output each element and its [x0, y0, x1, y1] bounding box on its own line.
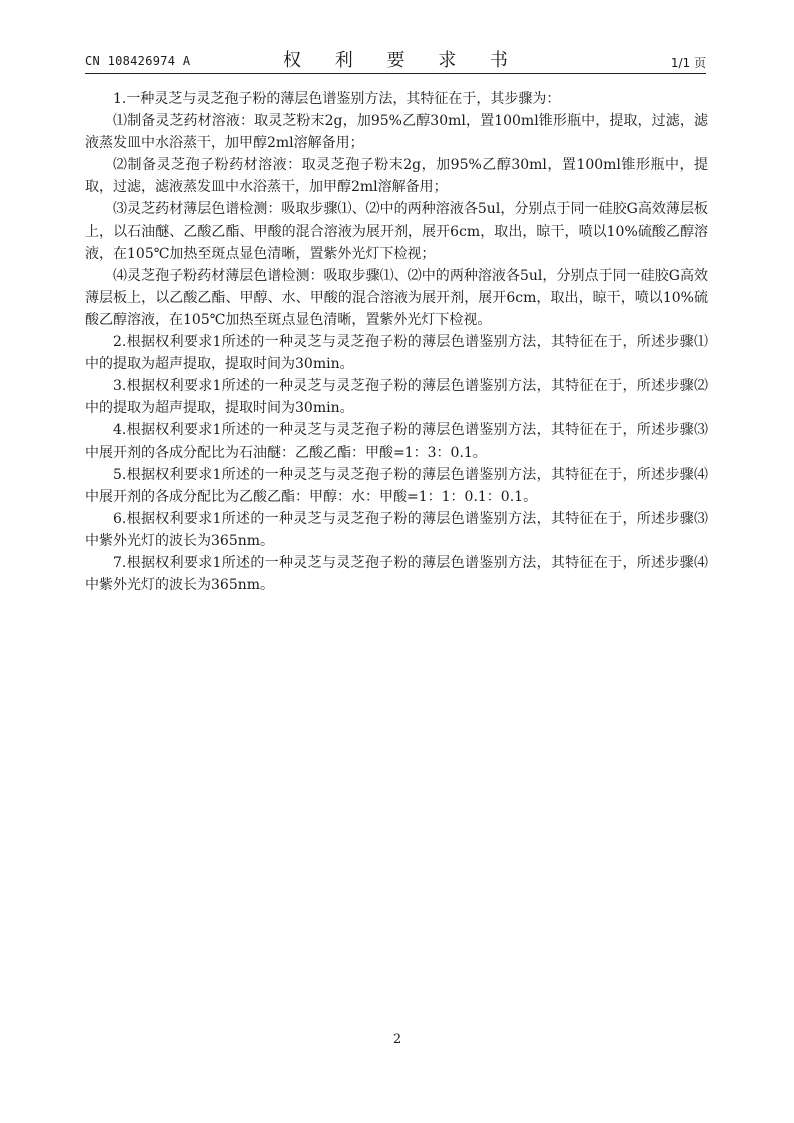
claim-2: 2.根据权利要求1所述的一种灵芝与灵芝孢子粉的薄层色谱鉴别方法，其特征在于，所述步骤⑴中的提取为超声提取，提取时间为30min。: [85, 334, 708, 373]
header-divider: [85, 73, 706, 74]
claim-6: 6.根据权利要求1所述的一种灵芝与灵芝孢子粉的薄层色谱鉴别方法，其特征在于，所述步骤⑶中紫外光灯的波长为365nm。: [85, 510, 708, 549]
claim-4: 4.根据权利要求1所述的一种灵芝与灵芝孢子粉的薄层色谱鉴别方法，其特征在于，所述步骤⑶中展开剂的各成分配比为石油醚：乙酸乙酯：甲酸=1：3：0.1。: [85, 422, 708, 461]
page-header: [85, 46, 706, 72]
document-title: 权 利 要 求 书: [283, 50, 522, 71]
claim-3: 3.根据权利要求1所述的一种灵芝与灵芝孢子粉的薄层色谱鉴别方法，其特征在于，所述步骤⑵中的提取为超声提取，提取时间为30min。: [85, 378, 708, 417]
claim-1-step-3: ⑶灵芝药材薄层色谱检测：吸取步骤⑴、⑵中的两种溶液各5ul，分别点于同一硅胶G高效薄层板上，以石油醚、乙酸乙酯、甲酸的混合溶液为展开剂，展开6cm，取出，晾干，喷以10%硫酸乙醇溶液，在105℃加热至斑点显色清晰，置紫外光灯下检视；: [85, 201, 708, 262]
claim-1-preamble: 1.一种灵芝与灵芝孢子粉的薄层色谱鉴别方法，其特征在于，其步骤为：: [113, 91, 561, 107]
page-info: 1/1 页: [670, 56, 706, 70]
page-number: 2: [392, 1032, 402, 1047]
claims-body: [85, 88, 708, 596]
claim-1-step-1: ⑴制备灵芝药材溶液：取灵芝粉末2g，加95%乙醇30ml，置100ml锥形瓶中，提取，过滤，滤液蒸发皿中水浴蒸干，加甲醇2ml溶解备用；: [85, 113, 708, 152]
claim-5: 5.根据权利要求1所述的一种灵芝与灵芝孢子粉的薄层色谱鉴别方法，其特征在于，所述步骤⑷中展开剂的各成分配比为乙酸乙酯：甲醇：水：甲酸=1：1：0.1：0.1。: [85, 466, 708, 505]
claim-1-step-2: ⑵制备灵芝孢子粉药材溶液：取灵芝孢子粉末2g，加95%乙醇30ml，置100ml锥形瓶中，提取，过滤，滤液蒸发皿中水浴蒸干，加甲醇2ml溶解备用；: [85, 157, 708, 196]
claim-7: 7.根据权利要求1所述的一种灵芝与灵芝孢子粉的薄层色谱鉴别方法，其特征在于，所述步骤⑷中紫外光灯的波长为365nm。: [85, 554, 708, 594]
publication-number: CN 108426974 A: [85, 54, 191, 68]
claim-1-step-4: ⑷灵芝孢子粉药材薄层色谱检测：吸取步骤⑴、⑵中的两种溶液各5ul，分别点于同一硅胶G高效薄层板上，以乙酸乙酯、甲醇、水、甲酸的混合溶液为展开剂，展开6cm，取出，晾干，喷以10%硫酸乙醇溶液，在105℃加热至斑点显色清晰，置紫外光灯下检视。: [85, 267, 708, 328]
